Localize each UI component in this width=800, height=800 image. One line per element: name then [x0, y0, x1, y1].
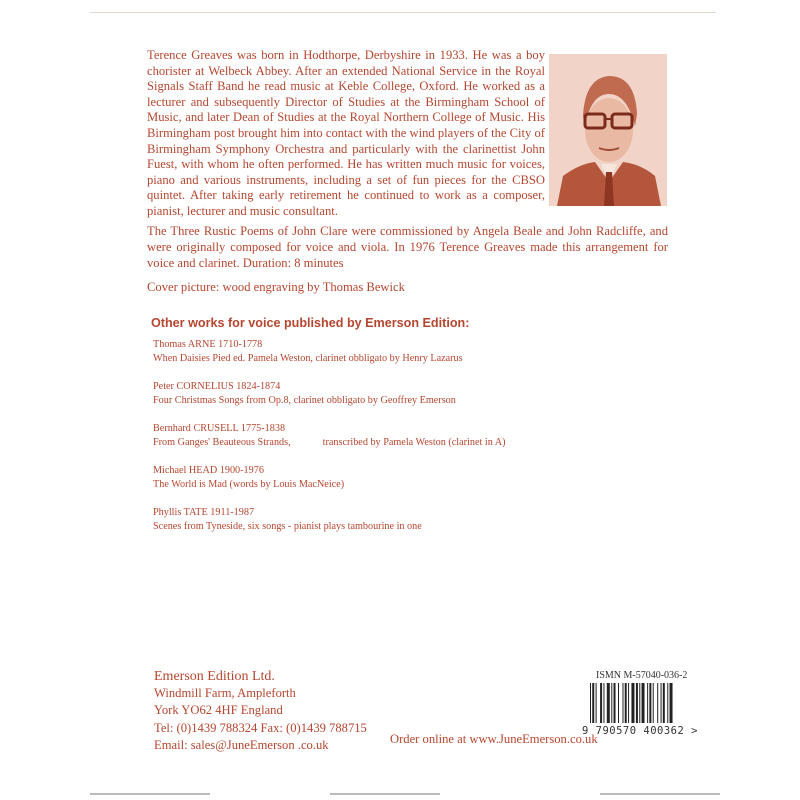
work-composer: Peter CORNELIUS 1824-1874 — [153, 381, 281, 392]
work-description: The Three Rustic Poems of John Clare were commissioned by Angela Beale and John Radcliffe, and were originally composed for voice and viola. In 1976 Terence Greaves made this arrangement for voice and clarinet. Duration: 8 minutes — [147, 224, 668, 270]
work-composer: Phyllis TATE 1911-1987 — [153, 507, 255, 518]
work-composer: Michael HEAD 1900-1976 — [153, 465, 264, 476]
publisher-email[interactable]: Email: sales@JuneEmerson .co.uk — [154, 737, 329, 752]
barcode-block — [582, 670, 712, 738]
work-composer: Thomas ARNE 1710-1778 — [153, 339, 263, 350]
crop-marks — [0, 792, 800, 800]
list-item — [153, 422, 673, 450]
top-rule — [90, 12, 716, 13]
order-online-link[interactable]: Order online at www.JuneEmerson.co.uk — [390, 732, 598, 746]
publisher-address-line: York YO62 4HF England — [154, 703, 283, 718]
work-title: Four Christmas Songs from Op.8, clarinet obbligato by Geoffrey Emerson — [153, 395, 456, 406]
work-title: When Daisies Pied ed. Pamela Weston, clarinet obbligato by Henry Lazarus — [153, 353, 463, 364]
barcode-image — [590, 683, 702, 723]
work-composer: Bernhard CRUSELL 1775-1838 — [153, 423, 286, 434]
work-title: The World is Mad (words by Louis MacNeice) — [153, 479, 345, 490]
works-list — [153, 338, 673, 548]
work-title: Scenes from Tyneside, six songs - pianist plays tambourine in one — [153, 521, 422, 532]
list-item — [153, 464, 673, 492]
publisher-address-line: Windmill Farm, Ampleforth — [154, 686, 296, 701]
ean-number: 9 790570 400362 > — [582, 725, 698, 737]
composer-biography: Terence Greaves was born in Hodthorpe, Derbyshire in 1933. He was a boy chorister at Welbeck Abbey. After an extended National Service in the Royal Signals Staff Band he read music at Keble College, Oxford. He worked as a lecturer and subsequently Director of Studies at the Birmingham School of Music, and later Dean of Studies at the Royal Northern College of Music. His Birmingham post brought him into contact with the wind players of the City of Birmingham Symphony Orchestra and particularly with the clarinettist John Fuest, with whom he often performed. He has written much music for voices, piano and various instruments, including a set of fun pieces for the CBSO quintet. After taking early retirement he continued to work as a composer, pianist, lecturer and music consultant. — [147, 48, 545, 218]
publisher-phone: Tel: (0)1439 788324 Fax: (0)1439 788715 — [154, 720, 367, 735]
list-item — [153, 380, 673, 408]
list-item — [153, 506, 673, 534]
work-title: From Ganges' Beauteous Strands, — [153, 437, 291, 448]
publisher-name: Emerson Edition Ltd. — [154, 669, 275, 684]
ismn-number: ISMN M-57040-036-2 — [596, 670, 688, 681]
publisher-address — [154, 668, 367, 754]
list-item — [153, 338, 673, 366]
work-note: transcribed by Pamela Weston (clarinet in A) — [322, 437, 506, 448]
cover-credit: Cover picture: wood engraving by Thomas Bewick — [147, 280, 405, 294]
composer-portrait-photo — [549, 54, 667, 206]
works-heading: Other works for voice published by Emerson Edition: — [151, 316, 470, 330]
